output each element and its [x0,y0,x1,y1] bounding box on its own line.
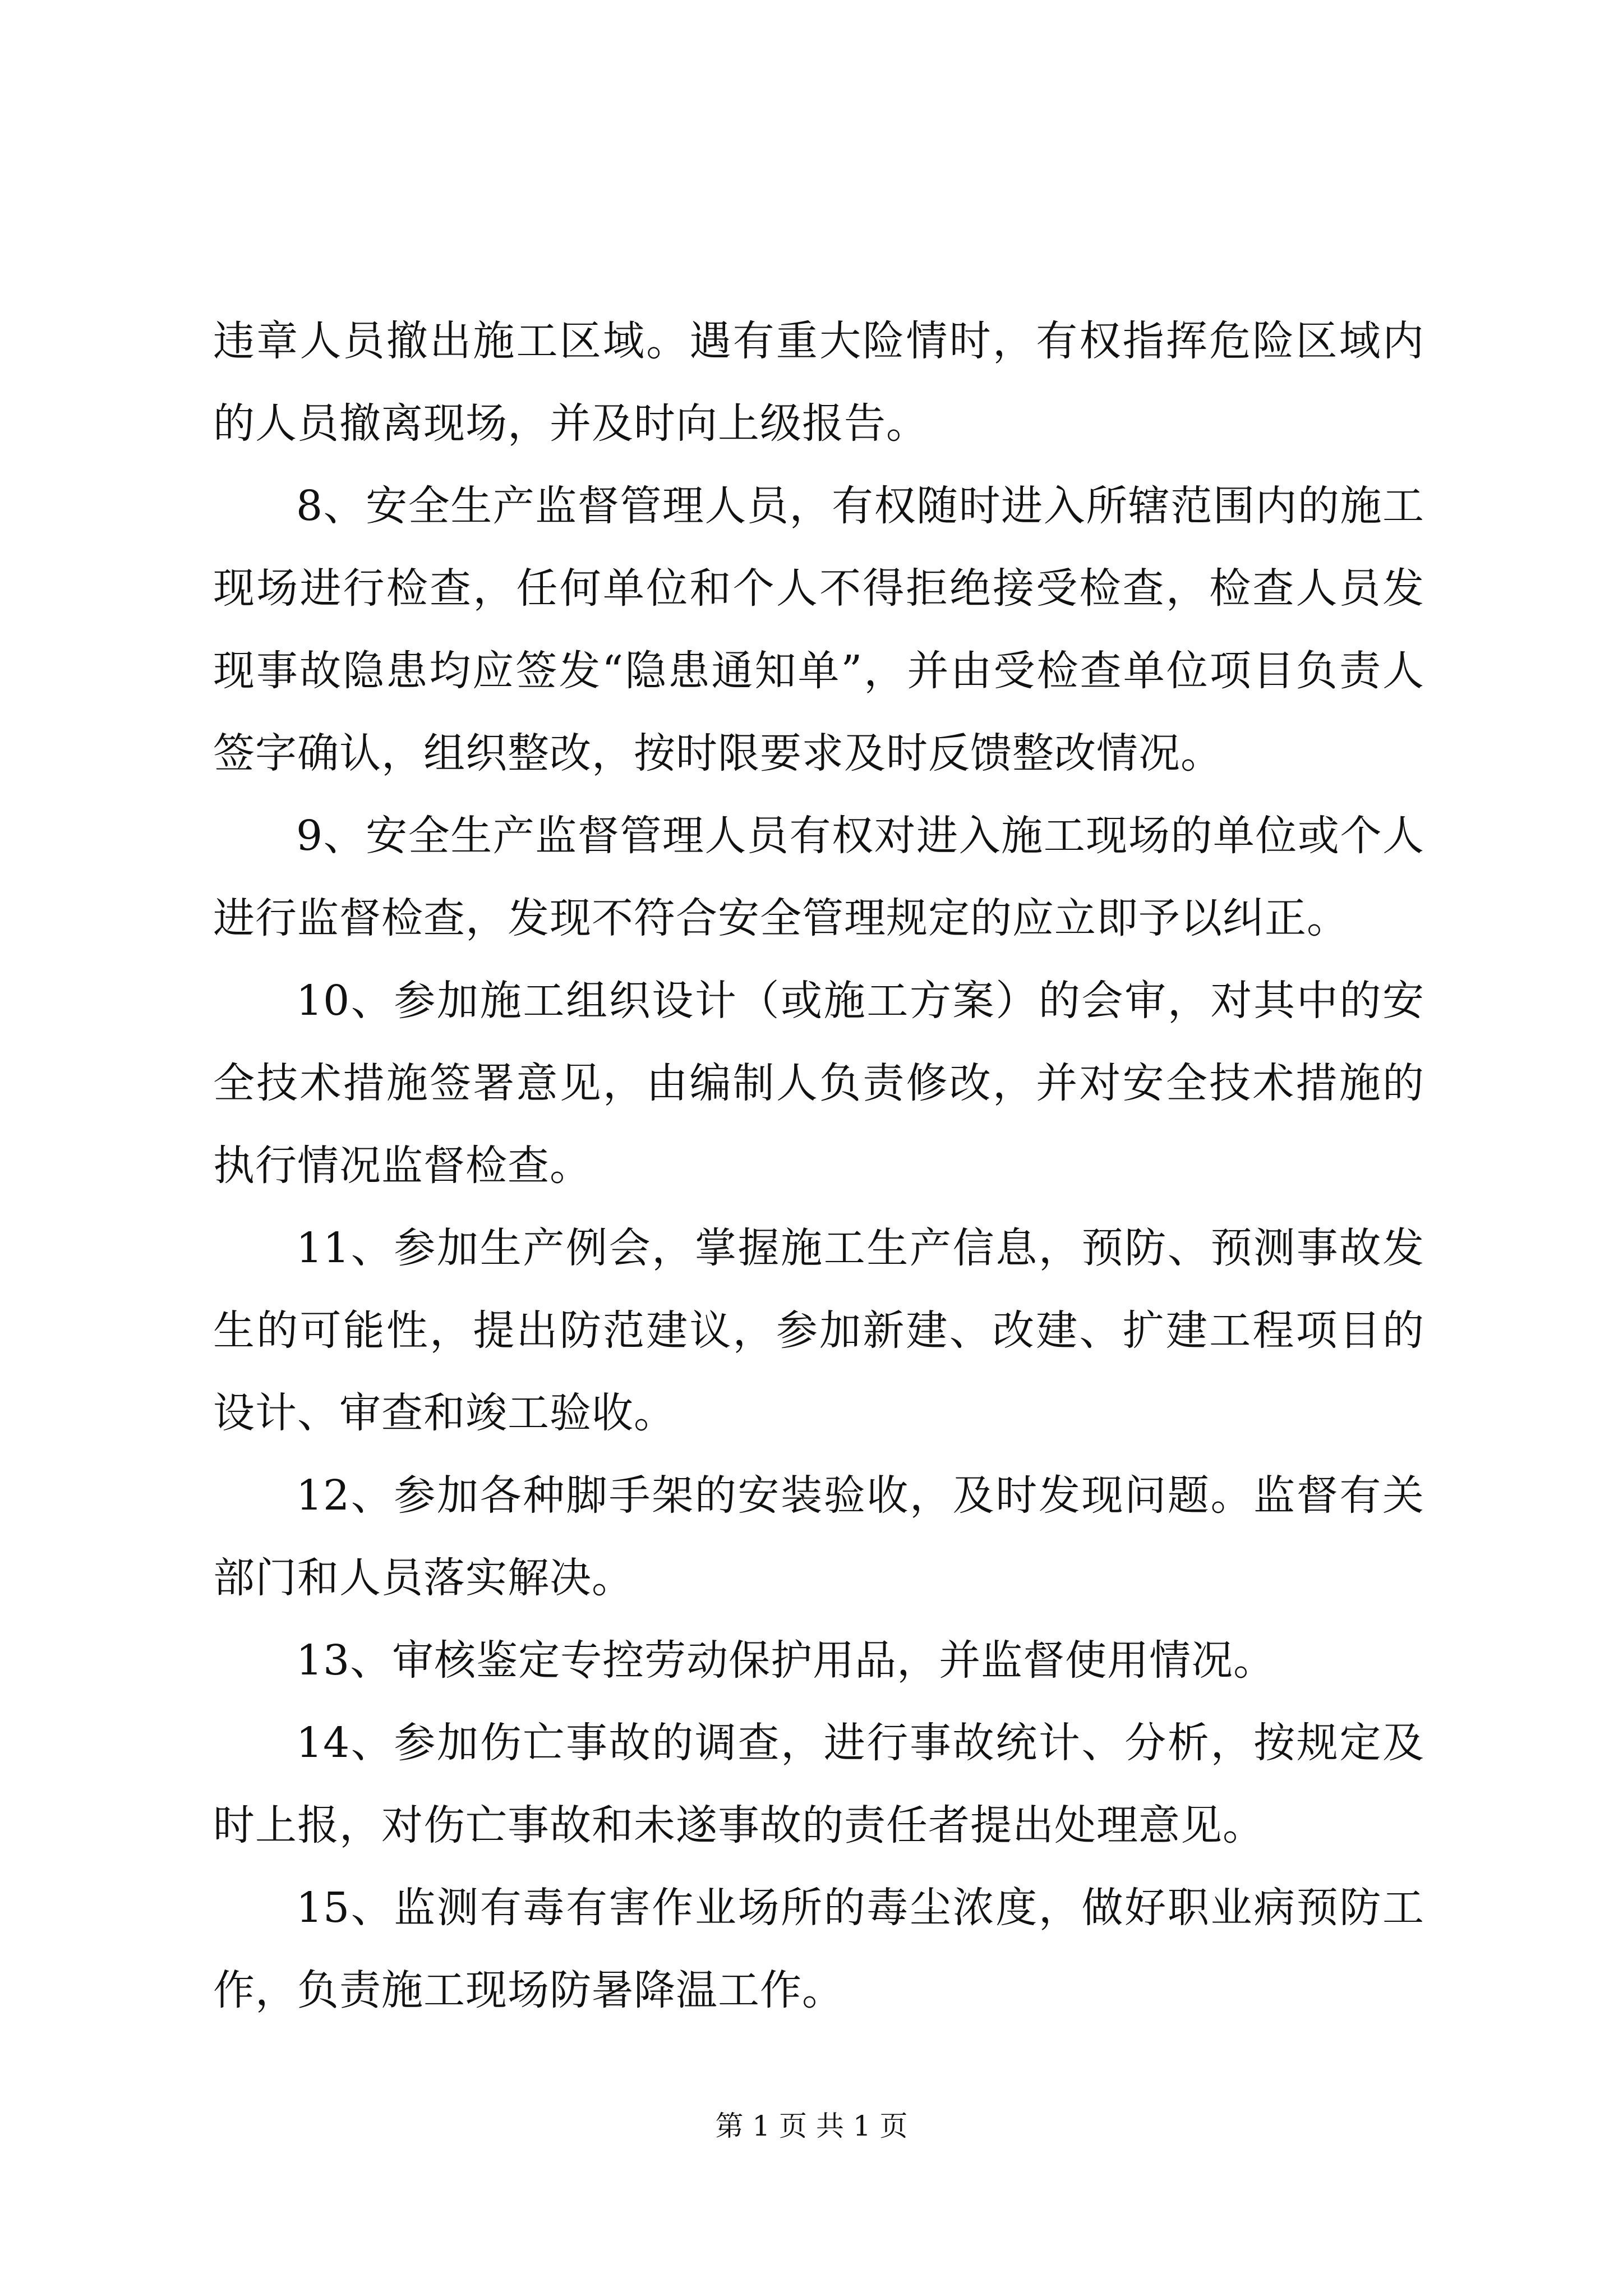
paragraph-item-14: 14、参加伤亡事故的调查，进行事故统计、分析，按规定及时上报，对伤亡事故和未遂事故的责任者提出处理意见。 [213,1719,1424,1849]
paragraph-item-10: 10、参加施工组织设计（或施工方案）的会审，对其中的安全技术措施签署意见，由编制人负责修改，并对安全技术措施的执行情况监督检查。 [213,977,1424,1190]
paragraph-item-8: 8、安全生产监督管理人员，有权随时进入所辖范围内的施工现场进行检查，任何单位和个人不得拒绝接受检查，检查人员发现事故隐患均应签发“隐患通知单”，并由受检查单位项目负责人签字确认，组织整改，按时限要求及时反馈整改情况。 [213,482,1424,777]
paragraph-item-15: 15、监测有毒有害作业场所的毒尘浓度，做好职业病预防工作，负责施工现场防暑降温工作。 [213,1884,1424,2014]
paragraph-item-11: 11、参加生产例会，掌握施工生产信息，预防、预测事故发生的可能性，提出防范建议，参加新建、改建、扩建工程项目的设计、审查和竣工验收。 [213,1224,1424,1437]
paragraph-item-13: 13、审核鉴定专控劳动保护用品，并监督使用情况。 [296,1636,1276,1685]
page-footer: 第 1 页 共 1 页 [715,2110,908,2142]
paragraph-continuation: 违章人员撤出施工区域。遇有重大险情时，有权指挥危险区域内的人员撤离现场，并及时向上级报告。 [213,317,1424,448]
paragraph-item-12: 12、参加各种脚手架的安装验收，及时发现问题。监督有关部门和人员落实解决。 [213,1471,1424,1602]
paragraph-item-9: 9、安全生产监督管理人员有权对进入施工现场的单位或个人进行监督检查，发现不符合安全管理规定的应立即予以纠正。 [213,812,1424,942]
document-body [213,300,1424,2032]
